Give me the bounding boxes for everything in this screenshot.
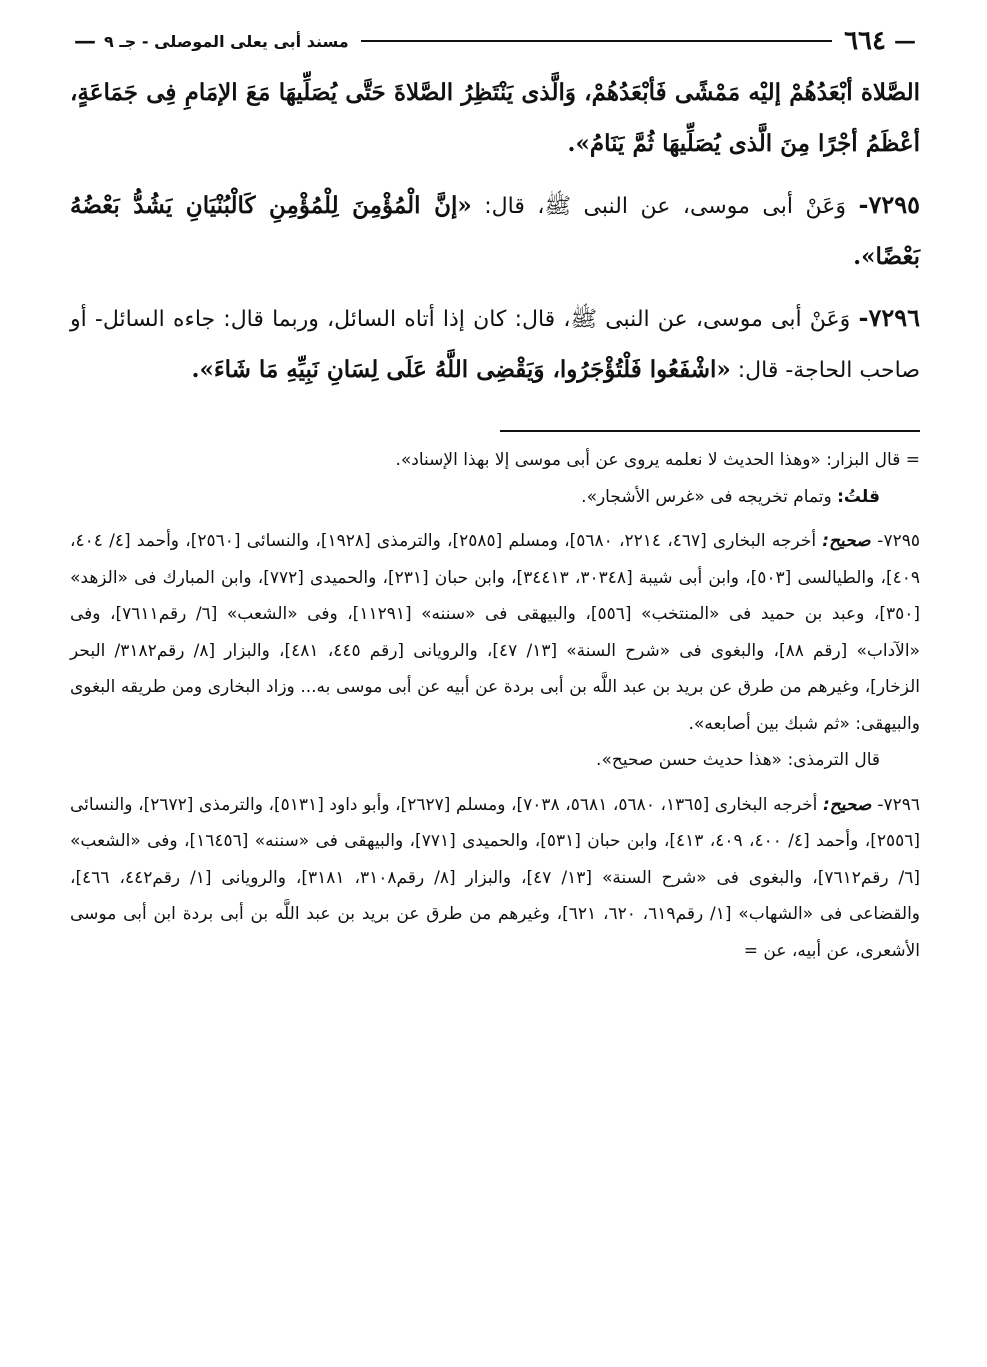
header-rule <box>361 40 832 42</box>
footnote-text: أخرجه البخارى [١٣٦٥، ٥٦٨٠، ٥٦٨١، ٧٠٣٨]، ومسلم [٢٦٢٧]، وأبو داود [٥١٣١]، والترمذى [٢٦٧٢]، والنسائى [٢٥٥٦]، وأحمد [٤/ ٤٠٠، ٤٠٩، ٤١٣]، وابن حبان [٥٣١]، والحميدى [٧٧١]، والبيهقى فى «سننه» [١٦٤٥٦]، وفى «الشعب» [٦/ رقم٧٦١٢]، والبغوى فى «شرح السنة» [١٣/ ٤٧]، والبزار [٨/ رقم٣١٠٨، ٣١٨١]، والرويانى [١/ رقم٤٤٢، ٤٦٦]، والقضاعى فى «الشهاب» [١/ رقم٦١٩، ٦٢٠، ٦٢١]، وغيرهم من طرق عن بريد بن عبد اللَّه بن أبى بردة ابن أبى موسى الأشعرى، عن أبيه، عن = <box>70 794 921 961</box>
footnote-grade: صحيح: <box>822 794 878 815</box>
running-header <box>70 20 920 62</box>
page-number: ٦٦٤ <box>844 26 886 56</box>
hadith-narration: وَعَنْ أبى موسى، عن النبى ﷺ، قال: <box>471 194 846 219</box>
footnote-number: ٧٢٩٦- <box>877 794 921 815</box>
footnote-7295 <box>70 523 920 779</box>
hadith-continuation <box>70 68 920 170</box>
hadith-quote: «إنَّ الْمُؤْمِنَ لِلْمُؤْمِنِ كَالْبُنْيَانِ يَشُدُّ بَعْضُهُ بَعْضًا». <box>70 192 920 270</box>
footnote-line <box>70 479 920 516</box>
hadith-quote: «اشْفَعُوا فَلْتُؤْجَرُوا، وَيَقْضِى اللَّهُ عَلَى لِسَانِ نَبِيِّهِ مَا شَاءَ». <box>191 356 731 383</box>
book-title: مسند أبى يعلى الموصلى - جـ ٩ <box>104 31 349 51</box>
footnote-line: = قال البزار: «وهذا الحديث لا نعلمه يروى عن أبى موسى إلا بهذا الإسناد». <box>395 450 920 470</box>
footnote-separator-wrap <box>70 406 920 442</box>
hadith-number: ٧٢٩٥- <box>858 190 920 219</box>
header-dash-left: — <box>74 28 96 54</box>
hadith-continuation-text: الصَّلاة أبْعَدُهُمْ إليْه مَمْشًى فَأبْعَدُهُمْ، وَالَّذى يَنْتَظِرُ الصَّلاةَ حَتَّى يُصَلِّيهَا مَعَ الإمَامِ فِى جَمَاعَةٍ، أعْظَمُ أجْرًا مِنَ الَّذى يُصَلِّيهَا ثُمَّ يَنَامُ». <box>70 79 920 157</box>
footnotes <box>70 442 920 969</box>
hadith-narration: وَعَنْ أبى موسى، عن النبى ﷺ، قال: كان إذا أتاه السائل، وربما قال: جاءه السائل- أو صاحب الحاجة- قال: <box>70 307 920 383</box>
footnote-separator <box>500 430 920 432</box>
footnote-7296 <box>70 787 920 970</box>
footnote-text: أخرجه البخارى [٤٦٧، ٢٢١٤، ٥٦٨٠]، ومسلم [٢٥٨٥]، والترمذى [١٩٢٨]، والنسائى [٢٥٦٠]، وأحمد [٤/ ٤٠٤، ٤٠٩]، والطيالسى [٥٠٣]، وابن أبى شيبة [٣٠٣٤٨، ٣٤٤١٣]، وابن حبان [٢٣١]، والحميدى [٧٧٢]، وابن المبارك فى «الزهد» [٣٥٠]، وعبد بن حميد فى «المنتخب» [٥٥٦]، والبيهقى فى «سننه» [١١٢٩١]، وفى «الشعب» [٦/ رقم٧٦١١]، وفى «الآداب» [رقم ٨٨]، والبغوى فى «شرح السنة» [١٣/ ٤٧]، والرويانى [رقم ٤٤٥، ٤٨١]، والبزار [٨/ رقم٣١٨٢/ البحر الزخار]، وغيرهم من طرق عن بريد بن عبد اللَّه بن أبى بردة عن أبيه عن أبى موسى به... وزاد البخارى ومن طريقه البغوى والبيهقى: «ثم شبك بين أصابعه». <box>70 531 921 734</box>
footnote-continuation <box>70 442 920 515</box>
hadith-7296 <box>70 293 920 396</box>
qultu-label: قلتُ: <box>837 486 880 507</box>
footnote-line: قال الترمذى: «هذا حديث حسن صحيح». <box>596 750 880 770</box>
footnote-number: ٧٢٩٥- <box>877 531 920 551</box>
page <box>70 20 920 1350</box>
footnote-line <box>70 787 920 970</box>
main-text <box>70 68 920 396</box>
footnote-text: وتمام تخريجه فى «غرس الأشجار». <box>581 486 838 507</box>
hadith-number: ٧٢٩٦- <box>858 303 920 332</box>
header-dash-right: — <box>894 28 916 54</box>
footnote-line <box>70 523 920 742</box>
hadith-7295 <box>70 180 920 283</box>
footnote-grade: صحيح: <box>822 531 878 551</box>
